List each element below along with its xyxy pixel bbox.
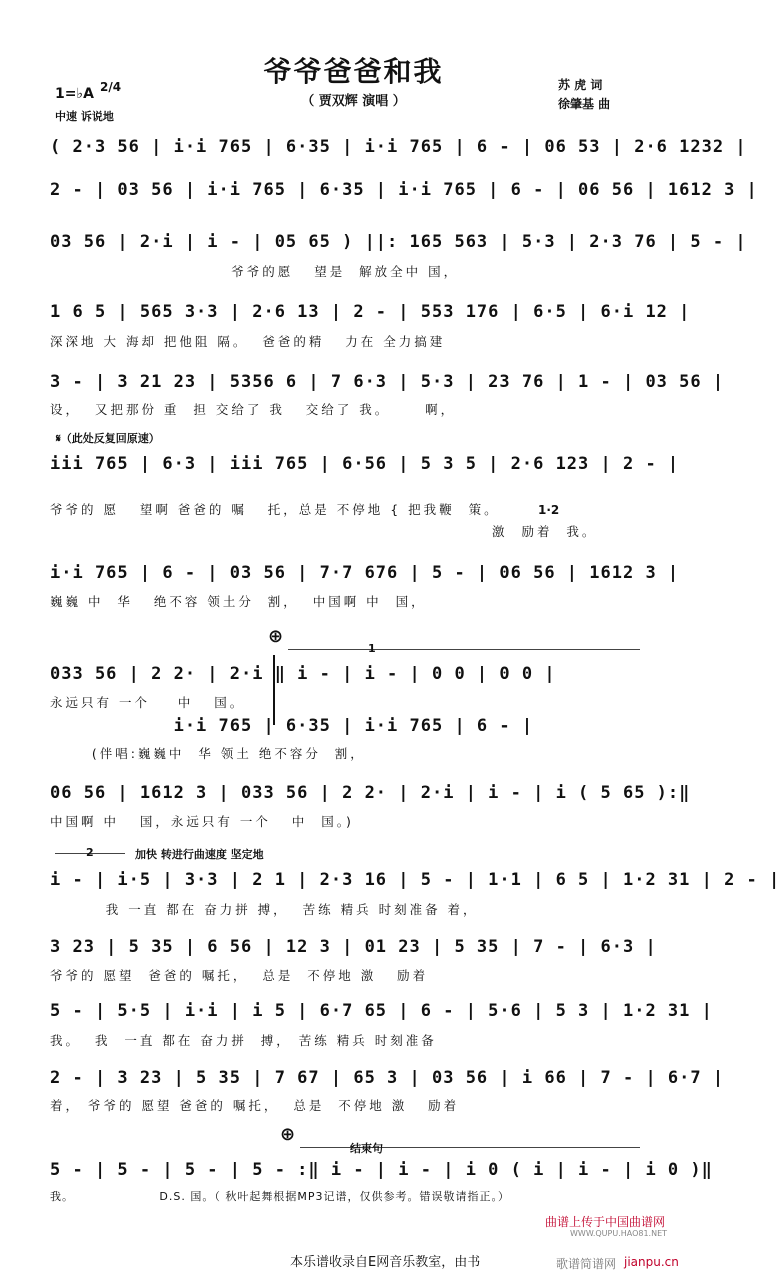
watermark-2-url: jianpu.cn	[624, 1255, 679, 1269]
lyrics-line-10: 中国啊 中 国，永远只有 一个 中 国。)	[50, 814, 354, 829]
notes-line-10: 06 56 | 1612 3 | 033 56 | 2 2· | 2·i | i - | i ( 5 65 ):‖	[50, 783, 691, 803]
song-title: 爷爷爸爸和我	[263, 55, 444, 88]
brace-alt-lyric: 激 励着 我。	[492, 524, 598, 539]
time-signature: 2/4	[100, 80, 122, 94]
watermark-1-url: WWW.QUPU.HAO81.NET	[570, 1229, 668, 1238]
notes-line-4: 1 6 5 | 565 3·3 | 2·6 13 | 2 - | 553 176 | 6·5 | 6·i 12 |	[50, 302, 691, 322]
notes-line-7: i·i 765 | 6 - | 03 56 | 7·7 676 | 5 - | 06 56 | 1612 3 |	[50, 563, 680, 583]
lyricist: 苏 虎 词	[558, 78, 603, 92]
lyrics-line-7: 巍巍 中 华 绝不容 领土分 割， 中国啊 中 国，	[50, 594, 427, 609]
watermark-1: 曲谱上传于中国曲谱网	[545, 1215, 666, 1229]
notes-line-15: 5 - | 5 - | 5 - | 5 - :‖ i - | i - | i 0 ( i | i - | i 0 )‖	[50, 1160, 713, 1180]
notes-line-8: 033 56 | 2 2· | 2·i ‖ i - | i - | 0 0 | 0 0 |	[50, 664, 556, 684]
segno-note: 𝄋（此处反复回原速）	[56, 432, 160, 445]
notes-line-5: 3 - | 3 21 23 | 5356 6 | 7 6·3 | 5·3 | 23 76 | 1 - | 03 56 |	[50, 372, 725, 392]
notes-line-6: iii 765 | 6·3 | iii 765 | 6·56 | 5 3 5 | 2·6 123 | 2 - |	[50, 454, 680, 474]
lyrics-line-11: 我 一直 都在 奋力拼 搏， 苦练 精兵 时刻准备 着，	[50, 902, 479, 917]
lyrics-line-4: 深深地 大 海却 把他阻 隔。 爸爸的精 力在 全力搞建	[50, 334, 446, 349]
coda-sign: ⊕	[268, 626, 284, 647]
coda-sign-end: ⊕	[280, 1124, 296, 1145]
lyrics-line-3: 爷爷的愿 望是 解放全中 国，	[50, 264, 460, 279]
singers: （ 贾双辉 演唱 ）	[301, 94, 406, 109]
notes-line-2: 2 - | 03 56 | i·i 765 | 6·35 | i·i 765 | 6 - | 06 56 | 1612 3 |	[50, 180, 758, 200]
ending-label: 结束句	[350, 1142, 383, 1155]
notes-line-9: i·i 765 | 6·35 | i·i 765 | 6 - |	[50, 716, 534, 736]
notes-line-14: 2 - | 3 23 | 5 35 | 7 67 | 65 3 | 03 56 | i 66 | 7 - | 6·7 |	[50, 1068, 725, 1088]
notes-line-1: ( 2·3 56 | i·i 765 | 6·35 | i·i 765 | 6 - | 06 53 | 2·6 1232 |	[50, 137, 747, 157]
notes-line-13: 5 - | 5·5 | i·i | i 5 | 6·7 65 | 6 - | 5·6 | 5 3 | 1·2 31 |	[50, 1001, 713, 1021]
watermark-2: 歌谱简谱网	[556, 1257, 617, 1271]
lyrics-line-8: 永远只有 一个 中 国。	[50, 695, 246, 710]
lyrics-line-13: 我。 我 一直 都在 奋力拼 搏， 苦练 精兵 时刻准备	[50, 1033, 437, 1048]
tempo-change-note: 加快 转进行曲速度 坚定地	[135, 848, 264, 861]
lyrics-line-9: (伴唱:巍巍中 华 领土 绝不容分 割，	[50, 746, 366, 761]
brace-alt-num: 1·2	[538, 503, 560, 517]
composer: 徐肇基 曲	[558, 97, 611, 111]
lyrics-line-14: 着， 爷爷的 愿望 爸爸的 嘱托， 总是 不停地 激 励着	[50, 1098, 460, 1113]
volta-1-label: 1	[368, 642, 376, 655]
lyrics-line-15: 我。 D.S. 国。（ 秋叶起舞根据MP3记谱，仅供参考。错误敬请指正。）	[50, 1190, 510, 1203]
lyrics-line-12: 爷爷的 愿望 爸爸的 嘱托， 总是 不停地 激 励着	[50, 968, 429, 983]
source-note: 本乐谱收录自E网音乐教室，由书	[290, 1255, 481, 1270]
notes-line-11: i - | i·5 | 3·3 | 2 1 | 2·3 16 | 5 - | 1·1 | 6 5 | 1·2 31 | 2 - |	[50, 870, 780, 890]
tempo-marking: 中速 诉说地	[55, 110, 114, 123]
volta-1-line	[288, 649, 640, 650]
volta-2-label: 2	[86, 846, 94, 859]
lyrics-line-6: 爷爷的 愿 望啊 爸爸的 嘱 托，总是 不停地 { 把我鞭 策。	[50, 502, 500, 517]
key-signature: 1=♭A	[55, 86, 94, 102]
notes-line-3: 03 56 | 2·i | i - | 05 65 ) ||: 165 563 | 5·3 | 2·3 76 | 5 - |	[50, 232, 747, 252]
lyrics-line-5: 设， 又把那份 重 担 交给了 我 交给了 我。 啊，	[50, 402, 457, 417]
notes-line-12: 3 23 | 5 35 | 6 56 | 12 3 | 01 23 | 5 35 | 7 - | 6·3 |	[50, 937, 657, 957]
